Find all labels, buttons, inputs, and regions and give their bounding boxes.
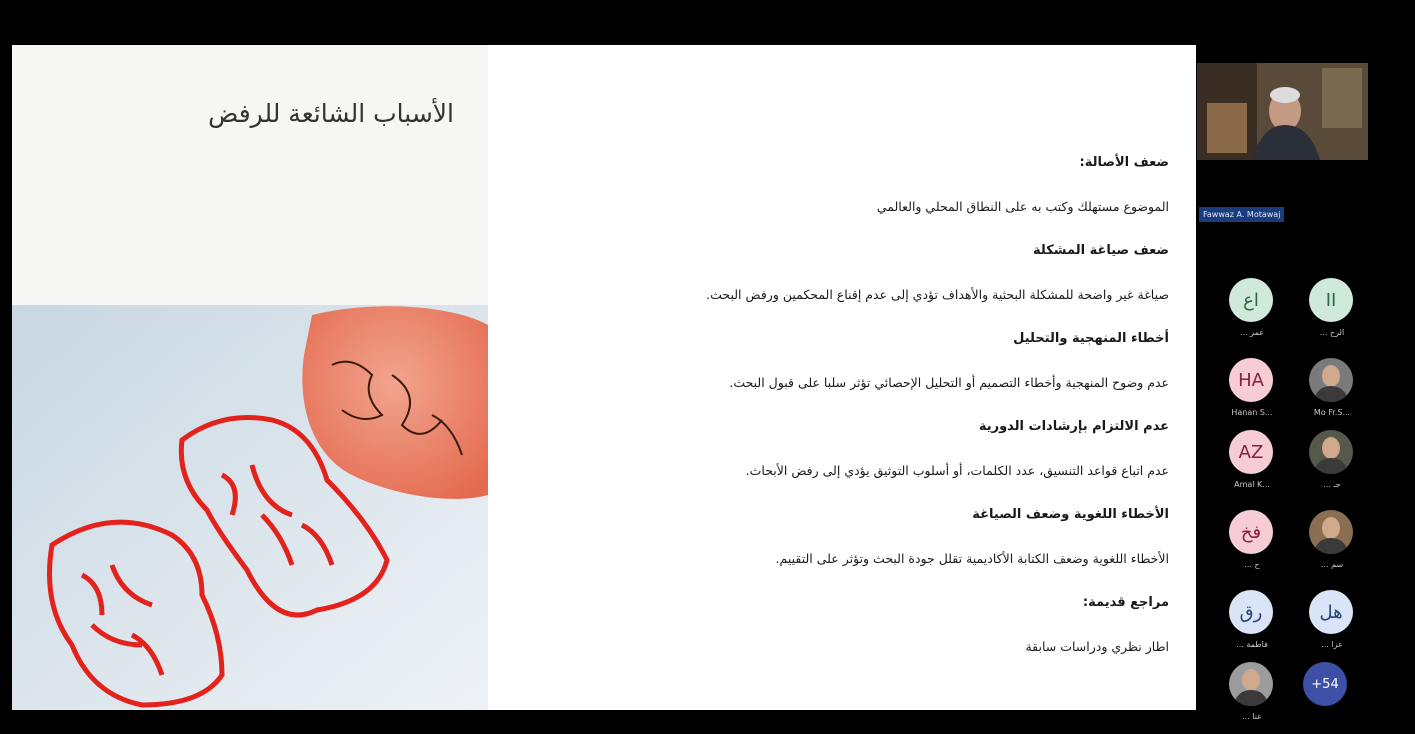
item-heading: ضعف الأصالة: — [1079, 155, 1169, 170]
participant-name: ... جـ — [1323, 480, 1341, 489]
participant-avatar: AZ — [1229, 430, 1273, 474]
participant-tile[interactable] — [1212, 510, 1292, 582]
presenter-name-tag: Fawwaz A. Motawaj — [1199, 207, 1284, 222]
slide-title: الأسباب الشائعة للرفض — [208, 99, 454, 128]
participant-avatar: رق — [1229, 590, 1273, 634]
participant-photo — [1309, 510, 1353, 554]
participant-photo — [1229, 662, 1273, 706]
participant-avatar: هل — [1309, 590, 1353, 634]
participant-avatar: فخ — [1229, 510, 1273, 554]
participant-name: ... عنا — [1242, 712, 1262, 721]
item-heading: الأخطاء اللغوية وضعف الصياغة — [972, 507, 1169, 522]
participant-avatar: II — [1309, 278, 1353, 322]
participant-tile[interactable] — [1292, 430, 1372, 502]
participant-tile[interactable] — [1212, 358, 1292, 430]
slide-content — [552, 141, 1169, 669]
participant-tile[interactable] — [1292, 590, 1372, 662]
participant-name: ... عمر — [1240, 328, 1264, 337]
participant-tile[interactable] — [1292, 278, 1372, 350]
item-text: الموضوع مستهلك وكتب به على النطاق المحلي والعالمي — [876, 199, 1169, 214]
presentation-slide — [12, 45, 1196, 710]
participant-tile[interactable] — [1212, 430, 1292, 502]
presenter-video[interactable] — [1197, 63, 1368, 160]
participant-photo — [1309, 430, 1353, 474]
participant-name: ... سم — [1320, 560, 1344, 569]
item-text: الأخطاء اللغوية وضعف الكتابة الأكاديمية تقلل جودة البحث وتؤثر على التقييم. — [775, 551, 1169, 566]
item-heading: عدم الالتزام بإرشادات الدورية — [978, 419, 1169, 434]
participant-tile[interactable] — [1212, 590, 1292, 662]
item-heading: ضعف صياغة المشكلة — [1033, 243, 1169, 258]
stamp-photo — [12, 305, 488, 710]
participant-name: ... ح — [1244, 560, 1260, 569]
participant-tile[interactable] — [1292, 510, 1372, 582]
participant-name: ... عزا — [1321, 640, 1343, 649]
item-text: عدم وضوح المنهجية وأخطاء التصميم أو التحليل الإحصائي تؤثر سلبا على قبول البحث. — [729, 375, 1169, 390]
participant-avatar: HA — [1229, 358, 1273, 402]
item-text: صياغة غير واضحة للمشكلة البحثية والأهداف تؤدي إلى عدم إقناع المحكمين ورفض البحث. — [706, 287, 1169, 302]
participant-name: ... الرح — [1319, 328, 1345, 337]
item-text: اطار نظري ودراسات سابقة — [1025, 639, 1169, 654]
participant-photo — [1309, 358, 1353, 402]
participant-name: Mo Fr.S... — [1313, 408, 1351, 417]
participant-name: Amal K... — [1234, 480, 1270, 489]
participant-name: Hanan S... — [1231, 408, 1273, 417]
participant-name: ... فاطمة — [1236, 640, 1268, 649]
more-participants-button[interactable]: +54 — [1303, 662, 1347, 706]
slide-title-panel — [12, 45, 488, 305]
item-text: عدم اتباع قواعد التنسيق، عدد الكلمات، أو أسلوب التوثيق يؤدي إلى رفض الأبحاث. — [745, 463, 1169, 478]
participant-avatar: اع — [1229, 278, 1273, 322]
participant-tile[interactable] — [1212, 278, 1292, 350]
participant-tile[interactable] — [1292, 358, 1372, 430]
item-heading: مراجع قديمة: — [1082, 595, 1169, 610]
item-heading: أخطاء المنهجية والتحليل — [1013, 331, 1169, 346]
participant-tile[interactable] — [1212, 662, 1292, 734]
